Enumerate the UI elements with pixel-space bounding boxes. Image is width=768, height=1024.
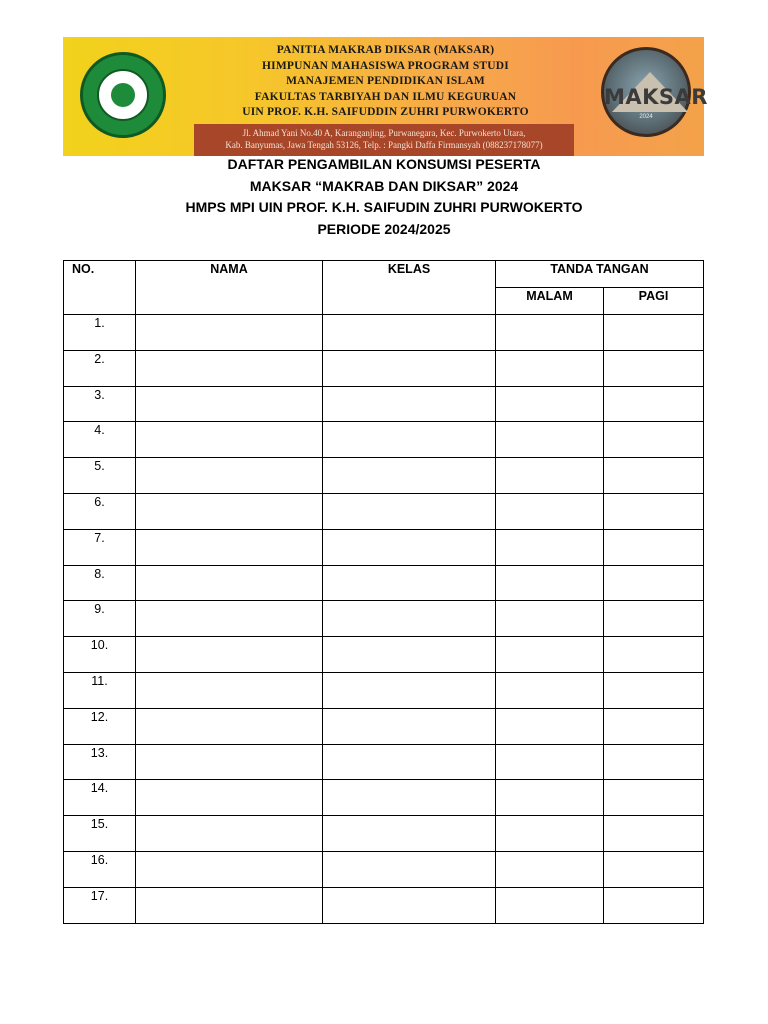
- malam-signature-cell: [496, 601, 604, 637]
- pagi-signature-cell: [604, 529, 704, 565]
- kelas-cell: [323, 386, 496, 422]
- table-row: [64, 422, 704, 458]
- row-number: 1.: [64, 315, 136, 351]
- pagi-signature-cell: [604, 744, 704, 780]
- pagi-signature-cell: [604, 350, 704, 386]
- kelas-cell: [323, 887, 496, 923]
- malam-signature-cell: [496, 350, 604, 386]
- table-row: [64, 672, 704, 708]
- malam-signature-cell: [496, 780, 604, 816]
- header-malam: MALAM: [496, 288, 604, 315]
- pagi-signature-cell: [604, 672, 704, 708]
- header-nama: NAMA: [136, 261, 323, 315]
- maksar-logo-text: MAKSAR: [604, 85, 708, 109]
- address-box: [194, 124, 574, 156]
- kelas-cell: [323, 744, 496, 780]
- kelas-cell: [323, 350, 496, 386]
- malam-signature-cell: [496, 672, 604, 708]
- row-number: 15.: [64, 816, 136, 852]
- kelas-cell: [323, 458, 496, 494]
- seal-inner-ring: [97, 69, 149, 121]
- maksar-logo-year: 2024: [639, 114, 653, 120]
- kelas-cell: [323, 529, 496, 565]
- table-row: [64, 386, 704, 422]
- table-row: [64, 637, 704, 673]
- title-line-4: PERIODE 2024/2025: [317, 220, 451, 237]
- table-row: [64, 780, 704, 816]
- table-row: [64, 816, 704, 852]
- nama-cell: [136, 708, 323, 744]
- table-row: [64, 458, 704, 494]
- pagi-signature-cell: [604, 493, 704, 529]
- kelas-cell: [323, 565, 496, 601]
- malam-signature-cell: [496, 315, 604, 351]
- table-row: [64, 851, 704, 887]
- nama-cell: [136, 851, 323, 887]
- letterhead-line-4: FAKULTAS TARBIYAH DAN ILMU KEGURUAN: [254, 90, 517, 103]
- table-row: [64, 350, 704, 386]
- nama-cell: [136, 315, 323, 351]
- table-row: [64, 565, 704, 601]
- row-number: 5.: [64, 458, 136, 494]
- row-number: 7.: [64, 529, 136, 565]
- nama-cell: [136, 887, 323, 923]
- nama-cell: [136, 493, 323, 529]
- kelas-cell: [323, 708, 496, 744]
- row-number: 10.: [64, 637, 136, 673]
- nama-cell: [136, 780, 323, 816]
- letterhead-text: [193, 43, 578, 121]
- address-line-1: Jl. Ahmad Yani No.40 A, Karanganjing, Purwanegara, Kec. Purwokerto Utara,: [242, 128, 526, 138]
- table-row: [64, 887, 704, 923]
- malam-signature-cell: [496, 422, 604, 458]
- letterhead-line-1: PANITIA MAKRAB DIKSAR (MAKSAR): [276, 44, 495, 56]
- nama-cell: [136, 816, 323, 852]
- row-number: 14.: [64, 780, 136, 816]
- malam-signature-cell: [496, 493, 604, 529]
- kelas-cell: [323, 672, 496, 708]
- malam-signature-cell: [496, 708, 604, 744]
- document-titles: [0, 154, 768, 240]
- kelas-cell: [323, 422, 496, 458]
- row-number: 11.: [64, 672, 136, 708]
- malam-signature-cell: [496, 851, 604, 887]
- letterhead-line-5: UIN PROF. K.H. SAIFUDDIN ZUHRI PURWOKERTO: [242, 106, 529, 118]
- title-line-3: HMPS MPI UIN PROF. K.H. SAIFUDIN ZUHRI PURWOKERTO: [185, 199, 583, 215]
- table-row: [64, 708, 704, 744]
- kelas-cell: [323, 816, 496, 852]
- nama-cell: [136, 601, 323, 637]
- nama-cell: [136, 565, 323, 601]
- table-row: [64, 493, 704, 529]
- title-line-2: MAKSAR “MAKRAB DAN DIKSAR” 2024: [249, 177, 519, 194]
- table-row: [64, 601, 704, 637]
- row-number: 6.: [64, 493, 136, 529]
- malam-signature-cell: [496, 816, 604, 852]
- pagi-signature-cell: [604, 315, 704, 351]
- nama-cell: [136, 672, 323, 708]
- row-number: 13.: [64, 744, 136, 780]
- malam-signature-cell: [496, 529, 604, 565]
- pagi-signature-cell: [604, 780, 704, 816]
- nama-cell: [136, 529, 323, 565]
- row-number: 3.: [64, 386, 136, 422]
- kelas-cell: [323, 851, 496, 887]
- row-number: 2.: [64, 350, 136, 386]
- row-number: 17.: [64, 887, 136, 923]
- row-number: 8.: [64, 565, 136, 601]
- kelas-cell: [323, 315, 496, 351]
- row-number: 12.: [64, 708, 136, 744]
- pagi-signature-cell: [604, 458, 704, 494]
- table-row: [64, 529, 704, 565]
- attendance-table: [63, 260, 704, 924]
- pagi-signature-cell: [604, 887, 704, 923]
- nama-cell: [136, 422, 323, 458]
- nama-cell: [136, 458, 323, 494]
- row-number: 16.: [64, 851, 136, 887]
- header-tanda-tangan: TANDA TANGAN: [496, 261, 704, 288]
- header-pagi: PAGI: [604, 288, 704, 315]
- row-number: 4.: [64, 422, 136, 458]
- nama-cell: [136, 350, 323, 386]
- kelas-cell: [323, 601, 496, 637]
- pagi-signature-cell: [604, 565, 704, 601]
- nama-cell: [136, 637, 323, 673]
- nama-cell: [136, 744, 323, 780]
- pagi-signature-cell: [604, 386, 704, 422]
- header-kelas: KELAS: [323, 261, 496, 315]
- table-row: [64, 744, 704, 780]
- letterhead-line-3: MANAJEMEN PENDIDIKAN ISLAM: [286, 75, 485, 87]
- table-row: [64, 315, 704, 351]
- letterhead: [63, 37, 708, 156]
- nama-cell: [136, 386, 323, 422]
- malam-signature-cell: [496, 887, 604, 923]
- pagi-signature-cell: [604, 851, 704, 887]
- header-no: NO.: [64, 261, 136, 315]
- seal-core: [111, 83, 135, 107]
- pagi-signature-cell: [604, 601, 704, 637]
- pagi-signature-cell: [604, 816, 704, 852]
- letterhead-line-2: HIMPUNAN MAHASISWA PROGRAM STUDI: [262, 59, 509, 72]
- kelas-cell: [323, 493, 496, 529]
- pagi-signature-cell: [604, 708, 704, 744]
- title-line-1: DAFTAR PENGAMBILAN KONSUMSI PESERTA: [227, 156, 541, 172]
- row-number: 9.: [64, 601, 136, 637]
- malam-signature-cell: [496, 386, 604, 422]
- malam-signature-cell: [496, 565, 604, 601]
- pagi-signature-cell: [604, 637, 704, 673]
- table-body: [64, 315, 704, 924]
- kelas-cell: [323, 780, 496, 816]
- malam-signature-cell: [496, 637, 604, 673]
- malam-signature-cell: [496, 744, 604, 780]
- address-line-2: Kab. Banyumas, Jawa Tengah 53126, Telp. : Pangki Daffa Firmansyah (08823717807​7): [225, 140, 543, 150]
- kelas-cell: [323, 637, 496, 673]
- malam-signature-cell: [496, 458, 604, 494]
- pagi-signature-cell: [604, 422, 704, 458]
- maksar-logo: [601, 47, 708, 137]
- university-seal-logo: [80, 52, 166, 138]
